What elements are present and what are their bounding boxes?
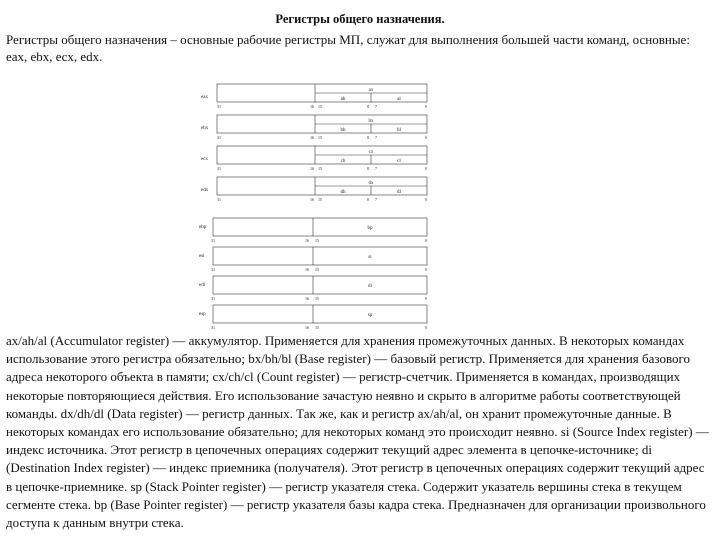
register-word-label: ax bbox=[368, 88, 374, 93]
register-word-label: cx bbox=[368, 150, 374, 155]
bit-index-label: 15 bbox=[315, 325, 319, 330]
register-word-label: sp bbox=[367, 313, 373, 318]
bit-index-label: 31 bbox=[211, 267, 215, 272]
bit-index-label: 0 bbox=[425, 104, 427, 109]
bit-index-label: 16 bbox=[310, 197, 314, 202]
register-name-label: edi bbox=[199, 283, 206, 288]
bit-index-label: 16 bbox=[310, 104, 314, 109]
bit-index-label: 31 bbox=[211, 238, 215, 243]
bit-index-label: 0 bbox=[425, 197, 427, 202]
bit-index-label: 15 bbox=[318, 104, 322, 109]
register-high-label: ah bbox=[340, 97, 346, 102]
bit-index-label: 16 bbox=[305, 267, 309, 272]
register-name-label: ebp bbox=[199, 225, 207, 230]
bit-index-label: 31 bbox=[217, 104, 221, 109]
bit-index-label: 0 bbox=[425, 135, 427, 140]
bit-index-label: 31 bbox=[211, 296, 215, 301]
register-high-label: bh bbox=[340, 128, 346, 133]
bit-index-label: 15 bbox=[318, 135, 322, 140]
register-word-label: dx bbox=[368, 181, 374, 186]
register-word-label: di bbox=[368, 284, 372, 289]
bit-index-label: 15 bbox=[318, 197, 322, 202]
bit-index-label: 31 bbox=[217, 197, 221, 202]
register-name-label: edx bbox=[201, 188, 209, 193]
register-word-label: bp bbox=[367, 226, 373, 231]
register-description: ax/ah/al (Accumulator register) — аккумулятор. Применяется для хранения промежуточных данных. В некоторых командах использование этого регистра обязательно; bx/bh/bl (Base register) — базовый регистр. Применяется для хранения базового адреса некоторого объекта в памяти; cx/ch/cl (Count register) — регистр-счетчик. Применяется в командах, производящих некоторые повторяющиеся действия. Его использование зачастую неявно и скрыто в алгоритме работы соответствующей команды. dx/dh/dl (Data register) — регистр данных. Так же, как и регистр ax/ah/al, он хранит промежуточные данные. В некоторых командах его использование обязательно; для некоторых команд это происходит неявно. si (Source Index register) — индекс источника. Этот регистр в цепочечных операциях содержит текущий адрес элемента в цепочке-источнике; di (Destination Index register) — индекс приемника (получателя). Этот регистр в цепочечных операциях содержит текущий адрес в цепочке-приемнике. sp (Stack Pointer register) — регистр указателя стека. Содержит указатель вершины стека в текущем сегменте стека. bp (Base Pointer register) — регистр указателя базы кадра стека. Предназначен для организации произвольного доступа к данным внутри стека. bbox=[6, 333, 709, 531]
register-low-label: dl bbox=[397, 190, 401, 195]
bit-index-label: 7 bbox=[375, 166, 377, 171]
bit-index-label: 8 bbox=[367, 104, 369, 109]
register-name-label: eax bbox=[201, 95, 208, 100]
bit-index-label: 7 bbox=[375, 197, 377, 202]
register-high-label: ch bbox=[340, 159, 346, 164]
bit-index-label: 16 bbox=[310, 135, 314, 140]
bit-index-label: 0 bbox=[425, 238, 427, 243]
register-name-label: ebx bbox=[201, 126, 209, 131]
bit-index-label: 15 bbox=[315, 296, 319, 301]
bit-index-label: 0 bbox=[425, 166, 427, 171]
bit-index-label: 15 bbox=[318, 166, 322, 171]
bit-index-label: 7 bbox=[375, 104, 377, 109]
bit-index-label: 8 bbox=[367, 197, 369, 202]
bit-index-label: 31 bbox=[211, 325, 215, 330]
bit-index-label: 0 bbox=[425, 267, 427, 272]
bit-index-label: 15 bbox=[315, 238, 319, 243]
register-box bbox=[213, 305, 427, 323]
register-word-label: bx bbox=[368, 119, 374, 124]
register-diagram bbox=[195, 80, 440, 330]
bit-index-label: 31 bbox=[217, 135, 221, 140]
register-low-label: cl bbox=[397, 159, 401, 164]
bit-index-label: 31 bbox=[217, 166, 221, 171]
register-box bbox=[213, 247, 427, 265]
page-title: Регистры общего назначения. bbox=[275, 12, 445, 26]
bit-index-label: 8 bbox=[367, 135, 369, 140]
bit-index-label: 16 bbox=[310, 166, 314, 171]
bit-index-label: 16 bbox=[305, 325, 309, 330]
register-box bbox=[213, 276, 427, 294]
bit-index-label: 16 bbox=[305, 296, 309, 301]
bit-index-label: 15 bbox=[315, 267, 319, 272]
register-name-label: esp bbox=[199, 312, 206, 317]
bit-index-label: 8 bbox=[367, 166, 369, 171]
bit-index-label: 7 bbox=[375, 135, 377, 140]
bit-index-label: 16 bbox=[305, 238, 309, 243]
register-box bbox=[213, 218, 427, 236]
register-low-label: bl bbox=[397, 128, 401, 133]
register-low-label: al bbox=[397, 97, 401, 102]
register-word-label: si bbox=[368, 255, 372, 260]
bit-index-label: 0 bbox=[425, 325, 427, 330]
register-name-label: esi bbox=[199, 254, 205, 259]
bit-index-label: 0 bbox=[425, 296, 427, 301]
register-high-label: dh bbox=[340, 190, 346, 195]
intro-paragraph: Регистры общего назначения – основные рабочие регистры МП, служат для выполнения большей части команд, основные: eax, ebx, ecx, edx. bbox=[6, 32, 690, 64]
register-name-label: ecx bbox=[201, 157, 208, 162]
